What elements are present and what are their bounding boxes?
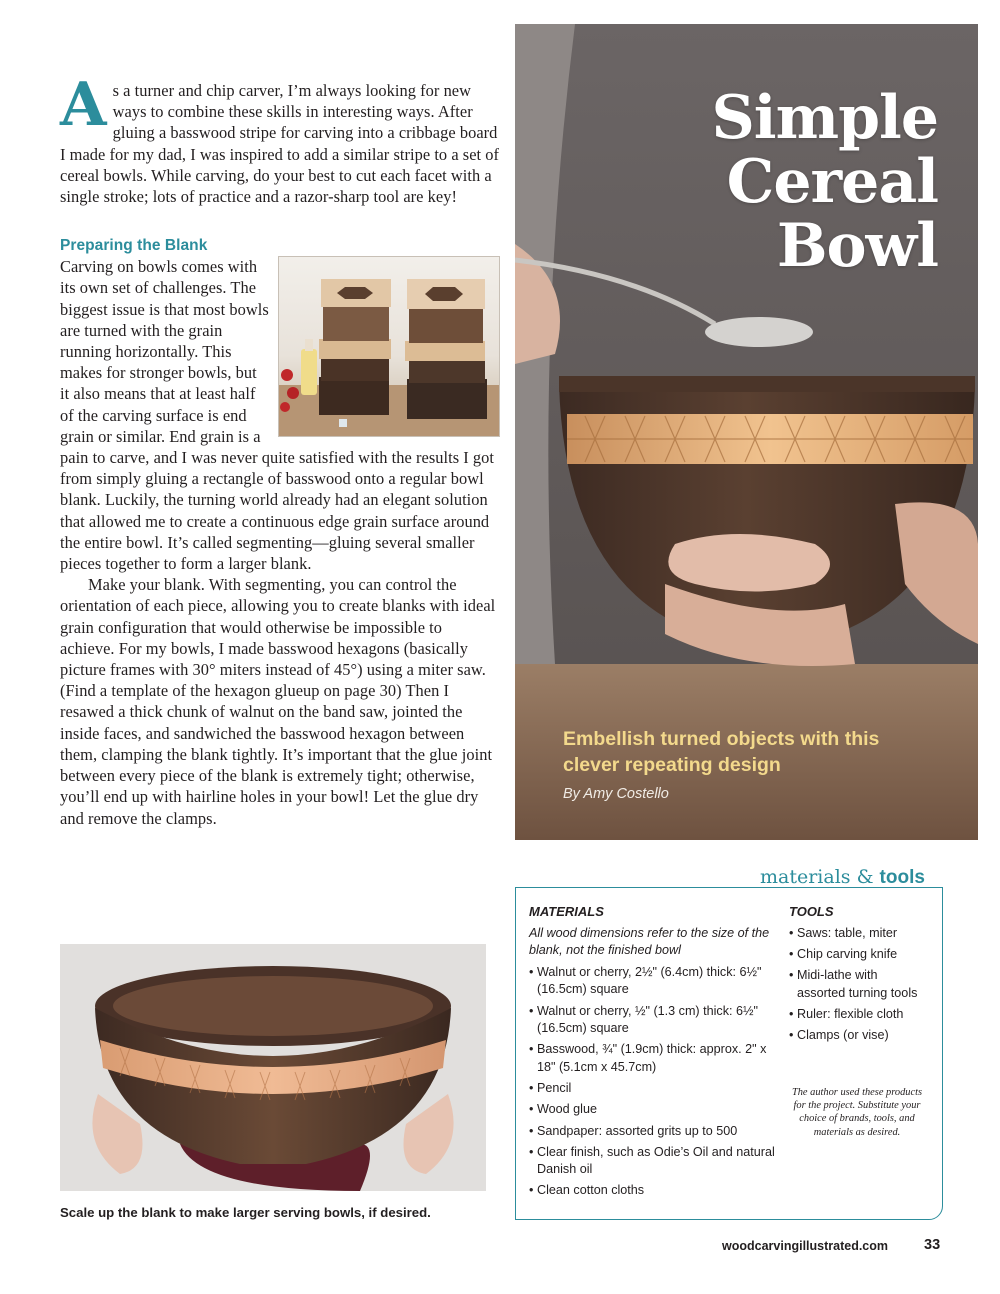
materials-tools-heading-bold: tools <box>879 867 925 888</box>
blank-glueup-illustration <box>279 257 500 437</box>
materials-tools-box <box>515 887 943 1220</box>
materials-note: All wood dimensions refer to the size of the blank, not the finished bowl <box>529 925 770 958</box>
tools-heading: TOOLS <box>789 904 834 919</box>
section-heading: Preparing the Blank <box>60 237 208 255</box>
list-item: • Pencil <box>529 1080 779 1098</box>
intro-text: s a turner and chip carver, I’m always looking for new ways to combine these skills in interesting ways. After gluing a basswood stripe for carving into a cribbage board I made for my dad, I was inspired to add a similar stripe to a set of cereal bowls. While carving, do your best to cut each facet with a single stroke; lots of practice and a razor-sharp tool are key! <box>60 81 500 207</box>
materials-list <box>529 964 779 1200</box>
list-item: • Walnut or cherry, ½" (1.3 cm) thick: 6½" (16.5cm) square <box>529 1003 779 1038</box>
figure-caption: Scale up the blank to make larger serving bowls, if desired. <box>60 1205 431 1220</box>
blank-glueup-photo <box>278 256 500 437</box>
list-item: • Basswood, ¾" (1.9cm) thick: approx. 2" x 18" (5.1cm x 45.7cm) <box>529 1041 779 1076</box>
list-item: • Clean cotton cloths <box>529 1182 779 1200</box>
intro-paragraph <box>60 70 500 207</box>
materials-column <box>529 903 779 1204</box>
list-item: • Chip carving knife <box>789 946 929 964</box>
list-item: • Walnut or cherry, 2½" (6.4cm) thick: 6½" (16.5cm) square <box>529 964 779 999</box>
hero-photo <box>515 24 978 840</box>
article-body <box>60 70 500 829</box>
materials-tools-heading-plain: materials & <box>760 866 880 888</box>
title-line-3: Bowl <box>776 211 938 281</box>
list-item: • Clamps (or vise) <box>789 1027 929 1045</box>
list-item: • Ruler: flexible cloth <box>789 1006 929 1024</box>
paragraph-make-blank: Make your blank. With segmenting, you can control the orientation of each piece, allowing you to create blanks with ideal grain configuration that would otherwise be impossible to achieve. For my bowls, I made basswood hexagons (basically picture frames with 30° miters instead of 45°) using a miter saw. (Find a template of the hexagon glueup on page 30) Then I resawed a thick chunk of walnut on the band saw, jointed the inside faces, and sandwiched the basswood hexagon between them, clamping the blank tightly. It’s important that the glue joint between every piece of the blank is extremely tight; otherwise, you’ll end up with hairline holes in your bowl! Let the glue dry and remove the clamps. <box>60 575 496 828</box>
tools-list <box>789 925 929 1045</box>
article-dek: Embellish turned objects with this clever repeating design <box>563 728 880 776</box>
author-note: The author used these products for the project. Substitute your choice of brands, tools, and materials as desired. <box>791 1087 923 1138</box>
title-line-1: Simple <box>711 83 938 153</box>
tools-column <box>789 903 929 1048</box>
article-title <box>711 83 938 281</box>
list-item: • Midi-lathe with assorted turning tools <box>789 967 929 1002</box>
serving-bowl-illustration <box>60 944 486 1191</box>
serving-bowl-photo <box>60 944 486 1191</box>
list-item: • Wood glue <box>529 1101 779 1119</box>
title-line-2: Cereal <box>726 147 938 217</box>
list-item: • Sandpaper: assorted grits up to 500 <box>529 1123 779 1141</box>
footer-website: woodcarvingillustrated.com <box>722 1239 889 1253</box>
materials-tools-heading <box>760 866 925 889</box>
list-item: • Saws: table, miter <box>789 925 929 943</box>
drop-cap: A <box>60 70 107 140</box>
paragraph-segmenting: Carving on bowls comes with its own set of challenges. The biggest issue is that most bowls are turned with the grain running horizontally. This makes for stronger bowls, but it also means that at least half of the carving surface is end grain or similar. End grain is a pain to carve, and I was never quite satisfied with the results I got from simply gluing a rectangle of basswood onto a regular bowl blank. Luckily, the turning world already had an elegant solution that allowed me to create a continuous edge grain surface around the entire bowl. It’s called segmenting—gluing several smaller pieces together to form a larger blank. <box>60 257 495 574</box>
page-number: 33 <box>924 1237 941 1253</box>
materials-heading: MATERIALS <box>529 904 604 919</box>
byline: By Amy Costello <box>563 786 669 802</box>
list-item: • Clear finish, such as Odie’s Oil and natural Danish oil <box>529 1144 779 1179</box>
